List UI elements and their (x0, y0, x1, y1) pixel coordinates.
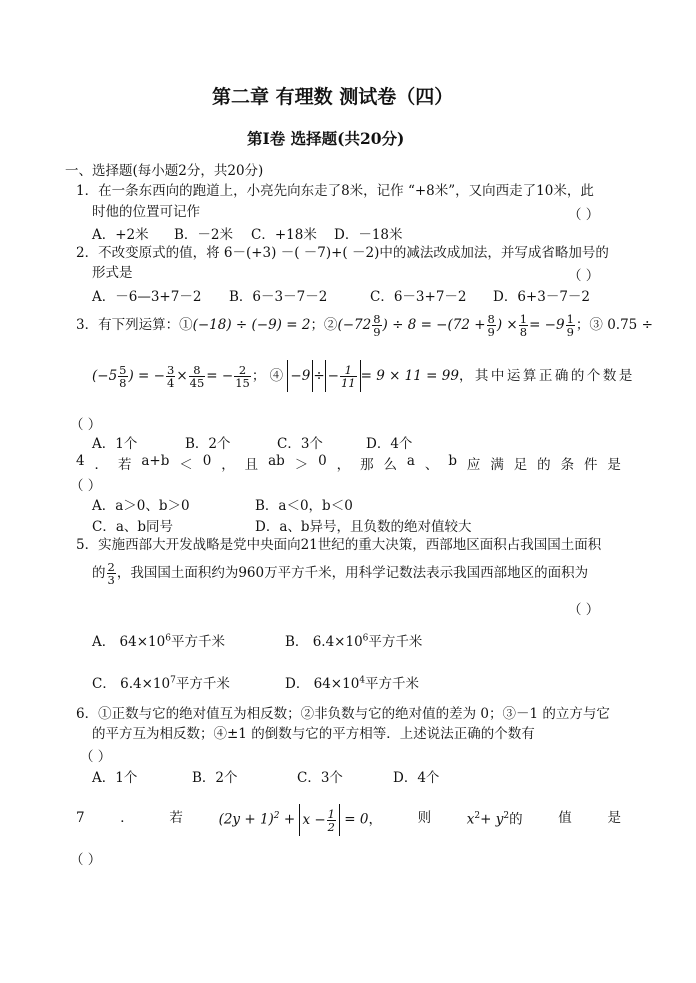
q7-abs-inner: x − (302, 811, 326, 828)
question-5-answer-paren: （ ） (568, 602, 600, 618)
frac-den: 2 (327, 819, 335, 834)
q7-exp-d: 2 (474, 811, 481, 821)
fraction-8-45 (189, 364, 206, 389)
frac-den: 9 (487, 325, 495, 339)
q3-expr-2c: ) × (496, 317, 518, 333)
q4-token: 若 (117, 457, 132, 473)
opt-exp: 4 (359, 675, 366, 686)
q7-dot: ． (120, 809, 134, 826)
frac-num: 1 (566, 312, 574, 326)
question-6-line-1: 6．①正数与它的绝对值互为相反数；②非负数与它的绝对值的差为 0；③－1 的立方与它 (76, 706, 610, 722)
q4-token: 满 (490, 457, 504, 473)
fraction-1-2 (327, 808, 336, 833)
question-3-line-1 (76, 310, 653, 340)
question-3-option-a: A．1个 (92, 436, 138, 452)
q7-exp-a: 2 (273, 811, 280, 821)
q4-token: 条 (560, 457, 575, 473)
opt-unit: 平方千米 (175, 676, 230, 692)
q4-token: 是 (607, 457, 621, 473)
frac-num: 1 (340, 364, 357, 377)
q3-expr-2a: (−72 (337, 317, 372, 333)
q4-token: ＞ (294, 457, 309, 473)
question-5-option-d (285, 672, 419, 692)
question-5-line-1: 5．实施西部大开发战略是党中央面向21世纪的重大决策，西部地区面积占我国国土面积 (76, 537, 602, 553)
q7-number: 7 (76, 809, 85, 826)
q5-line2a: 的 (92, 565, 106, 581)
fraction-2-3 (107, 561, 116, 586)
frac-num: 5 (119, 363, 127, 377)
opt-exp: 7 (170, 675, 176, 686)
fraction-2-15 (234, 364, 251, 389)
abs-value-x-minus-half (299, 804, 340, 836)
q4-token: ， (221, 457, 235, 473)
q3-l2-j: ，其中运算正确的个数是 (458, 368, 635, 384)
q7-comma: ， (368, 811, 382, 828)
section-heading: 一、选择题(每小题2分，共20分) (65, 163, 264, 179)
question-6-option-a: A．1个 (92, 770, 138, 786)
q4-token: a (406, 453, 415, 469)
opt-exp: 6 (362, 633, 369, 644)
q3-l2-g: ÷ (313, 368, 325, 384)
question-3-option-d: D．4个 (366, 436, 413, 452)
page-title: 第二章 有理数 测试卷（四） (212, 86, 454, 108)
frac-den: 9 (373, 325, 381, 339)
q3-sep-2: ；② (310, 317, 338, 333)
q7-de: 的 (509, 811, 523, 828)
question-3-answer-paren: （ ） (70, 417, 102, 433)
section-subtitle: 第Ⅰ卷 选择题(共20分) (247, 129, 405, 148)
frac-num: 8 (373, 312, 381, 326)
opt-unit: 平方千米 (365, 676, 420, 692)
question-6-option-c: C．3个 (297, 770, 343, 786)
question-2-option-c: C．6－3+7－2 (370, 289, 467, 305)
question-5-option-a (92, 630, 225, 650)
question-1-option-d: D．－18米 (334, 227, 403, 243)
q4-token: 应 (466, 457, 481, 473)
question-5-option-c (92, 672, 230, 692)
question-1-answer-paren: （ ） (568, 207, 600, 223)
q3-l2-d: = − (206, 368, 234, 384)
question-2-line-2: 形式是 (92, 265, 133, 281)
minus-sign: − (327, 368, 339, 384)
frac-num: 8 (189, 364, 206, 377)
question-1-option-b: B．－2米 (174, 227, 234, 243)
question-2-option-b: B．6－3－7－2 (229, 289, 328, 305)
q3-intro: 3．有下列运算：① (76, 317, 193, 333)
frac-den: 11 (340, 376, 356, 390)
q4-token: 0 (202, 453, 212, 469)
question-2-line-1: 2．不改变原式的值，将 6－(+3) －( －7)+( －2)中的减法改成加法，并写成省略加号的 (76, 245, 609, 261)
frac-den: 9 (566, 325, 574, 339)
question-4-option-c: C．a、b同号 (92, 519, 174, 535)
frac-den: 8 (119, 376, 127, 390)
question-2-answer-paren: （ ） (568, 268, 600, 284)
fraction-5-8 (118, 364, 127, 389)
frac-num: 1 (327, 806, 335, 821)
frac-den: 15 (235, 376, 250, 390)
question-4-option-d: D．a、b异号，且负数的绝对值较大 (255, 519, 472, 535)
q7-ze: 则 (417, 809, 432, 826)
q7-expr-e: + y (480, 811, 504, 828)
q3-l2-e: ； ④ (251, 368, 284, 384)
question-5-line-2 (92, 558, 588, 588)
fraction-8-9 (372, 313, 381, 338)
q4-token: b (448, 453, 457, 469)
question-4-line-1 (76, 453, 621, 473)
q3-l2-i: = 9 × 11 = 99 (360, 368, 459, 384)
q3-expr-1: (−18) ÷ (−9) = 2 (192, 317, 311, 333)
q7-expr-b: + (283, 811, 296, 828)
frac-num: 2 (107, 560, 115, 574)
q3-l2-b: ) = − (128, 368, 165, 384)
question-1-option-a: A．+2米 (92, 227, 149, 243)
frac-den: 4 (166, 376, 175, 390)
q7-equation (219, 800, 382, 836)
question-1-line-2: 时他的位置可记作 (92, 204, 200, 220)
question-3-option-b: B．2个 (185, 436, 231, 452)
q7-exp-e: 2 (503, 811, 510, 821)
question-2-option-d: D．6+3－7－2 (493, 289, 590, 305)
q7-target-expr (467, 800, 523, 836)
frac-den: 3 (107, 573, 115, 587)
q4-token: 4 (76, 453, 85, 469)
q4-token: 么 (383, 457, 397, 473)
q3-expr-2d: = −9 (529, 317, 565, 333)
opt-base: C． 6.4×10 (92, 676, 171, 692)
fraction-3-4 (166, 364, 175, 389)
question-6-answer-paren: （ ） (80, 749, 112, 765)
q4-token: a+b (141, 453, 170, 469)
q4-token: ． (94, 457, 109, 473)
question-4-option-b: B．a＜0，b＜0 (255, 498, 353, 514)
q3-sep-3: ；③ 0.75 ÷ (575, 317, 653, 333)
q7-expr-a: (2y + 1) (218, 811, 274, 828)
q4-token: 那 (360, 457, 374, 473)
frac-den: 45 (189, 376, 205, 390)
opt-base: D． 64×10 (285, 676, 360, 692)
q4-token: 足 (513, 457, 528, 473)
fraction-8-9 (487, 313, 496, 338)
question-6-option-d: D．4个 (393, 770, 440, 786)
question-7-line-1 (76, 800, 621, 836)
q3-expr-2b: ) ÷ 8 = −(72 + (382, 317, 486, 333)
fraction-1-11 (340, 364, 357, 389)
q4-token: 、 (424, 457, 439, 473)
q4-token: 0 (318, 453, 327, 469)
question-5-option-b (285, 630, 422, 650)
q4-token: ， (336, 457, 351, 473)
q5-line2b: ，我国国土面积约为960万平方千米，用科学记数法表示我国西部地区的面积为 (116, 565, 589, 581)
q7-zhi: 值 (558, 809, 572, 826)
question-3-option-c: C．3个 (277, 436, 323, 452)
question-2-option-a: A．－6—3+7－2 (92, 289, 202, 305)
frac-num: 1 (519, 312, 528, 326)
opt-base: A． 64×10 (92, 634, 166, 650)
question-1-option-c: C．+18米 (251, 227, 317, 243)
frac-num: 2 (234, 364, 251, 377)
q4-token: ＜ (179, 457, 193, 473)
q7-expr-d: x (466, 811, 475, 828)
question-4-answer-paren: （ ） (70, 478, 102, 494)
abs-value-neg9: −9 (287, 360, 313, 392)
frac-den: 8 (519, 325, 528, 339)
question-6-line-2: 的平方互为相反数；④±1 的倒数与它的平方相等．上述说法正确的个数有 (92, 726, 535, 742)
q7-expr-c: = 0 (344, 811, 369, 828)
question-6-option-b: B．2个 (192, 770, 238, 786)
frac-num: 8 (487, 312, 495, 326)
question-4-option-a: A．a＞0、b＞0 (92, 498, 190, 514)
q3-l2-c: × (176, 368, 188, 384)
q7-ruo: 若 (169, 809, 183, 826)
q3-l2-a: (−5 (92, 368, 118, 384)
fraction-1-8 (519, 313, 528, 338)
opt-exp: 6 (165, 633, 171, 644)
q4-token: ab (268, 453, 285, 469)
q4-token: 且 (244, 457, 259, 473)
question-3-line-2 (92, 360, 635, 392)
question-7-answer-paren: （ ） (70, 852, 102, 868)
opt-unit: 平方千米 (368, 634, 423, 650)
question-1-line-1: 1．在一条东西向的跑道上，小亮先向东走了8米，记作 “+8米”，又向西走了10米，此 (76, 183, 594, 199)
q7-shi: 是 (607, 809, 621, 826)
abs-value-neg-1-11 (325, 360, 361, 392)
opt-unit: 平方千米 (170, 634, 225, 650)
opt-base: B． 6.4×10 (285, 634, 363, 650)
q4-token: 件 (584, 457, 598, 473)
frac-num: 3 (166, 363, 175, 377)
fraction-1-9 (566, 313, 575, 338)
q4-token: 的 (537, 457, 551, 473)
